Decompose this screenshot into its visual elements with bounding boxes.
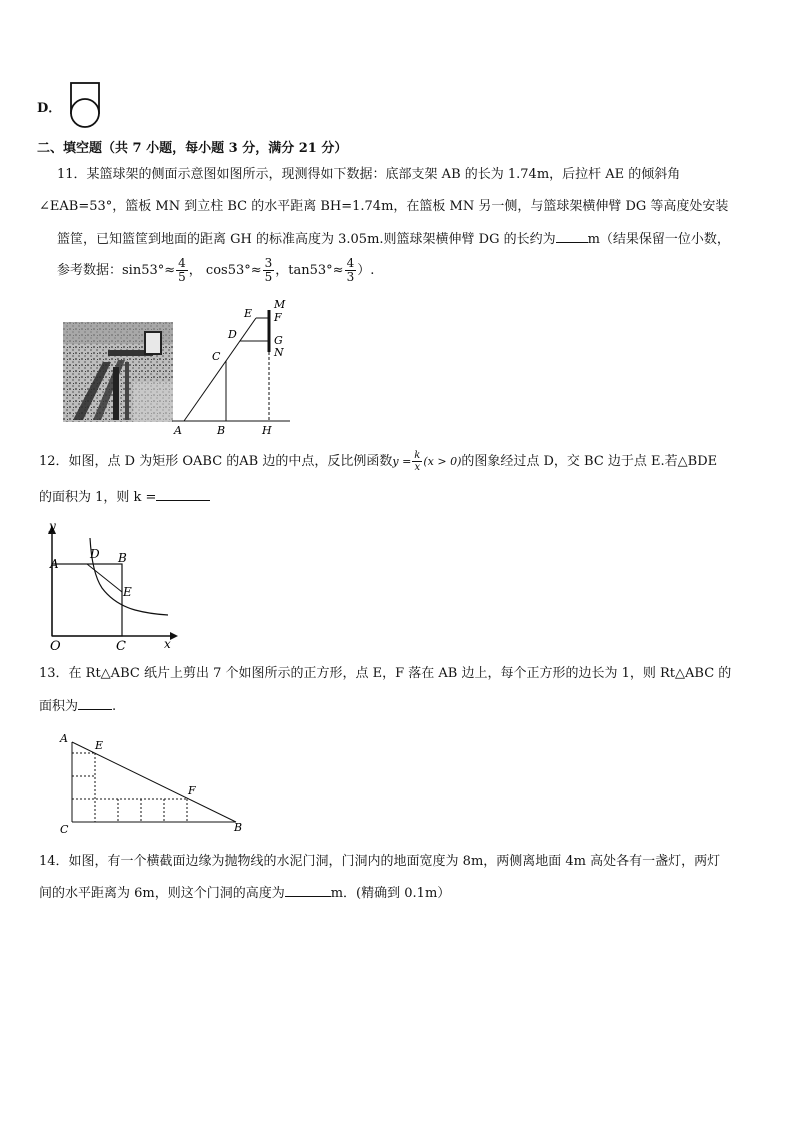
q11-figure xyxy=(168,296,298,438)
label-D: D xyxy=(90,547,100,561)
option-d-label: D． xyxy=(37,101,62,116)
q12-line2-text: 的面积为 1，则 k = xyxy=(39,490,157,505)
label-E: E xyxy=(244,307,253,320)
label-B: B xyxy=(217,424,226,437)
q11-line2: ∠EAB=53°，篮板 MN 到立柱 BC 的水平距离 BH=1.74m，在篮板 MN 另一侧，与篮球架横伸臂 DG 等高度处安装 xyxy=(39,199,729,214)
q13-answer-blank[interactable] xyxy=(78,697,112,710)
q14-line2-text: 间的水平距离为 6m，则这个门洞的高度为 xyxy=(39,886,285,901)
q13-line2-text: 面积为 xyxy=(39,699,79,714)
tan-fraction: $\frac{4}{3}$ xyxy=(346,256,355,284)
cos-label: ， cos53°≈ xyxy=(188,263,262,278)
label-E: E xyxy=(95,739,104,752)
label-A: A xyxy=(60,732,68,745)
func-condition: (x > 0) xyxy=(423,455,462,468)
axis-x-label: x xyxy=(164,637,171,651)
q11-line3-tail: m（结果保留一位小数， xyxy=(587,232,730,247)
q13-line1: 13．在 Rt△ABC 纸片上剪出 7 个如图所示的正方形，点 E，F 落在 AB 边上，每个正方形的边长为 1，则 Rt△ABC 的 xyxy=(39,666,732,681)
label-C: C xyxy=(116,639,126,652)
label-B: B xyxy=(234,821,243,834)
axis-y-label: y xyxy=(49,519,56,533)
q11-answer-blank[interactable] xyxy=(556,230,588,243)
q13-line2-tail: . xyxy=(112,699,117,714)
label-E: E xyxy=(123,585,132,599)
q11-line1: 11．某篮球架的侧面示意图如图所示，现测得如下数据：底部支架 AB 的长为 1.74m，后拉杆 AE 的倾斜角 xyxy=(57,167,681,182)
q14-line2 xyxy=(39,884,450,903)
section-title: 二、填空题（共 7 小题，每小题 3 分，满分 21 分） xyxy=(37,141,348,156)
label-B: B xyxy=(118,551,127,565)
ref-prefix: 参考数据：sin53°≈ xyxy=(57,263,176,278)
label-N: N xyxy=(274,346,284,359)
label-D: D xyxy=(228,328,237,341)
basketball-stand-photo xyxy=(63,322,173,422)
q11-reference xyxy=(57,256,374,286)
q14-answer-blank[interactable] xyxy=(285,884,331,897)
func-y: y = xyxy=(392,455,412,468)
q11-line3-text: 篮筐，已知篮筐到地面的距离 GH 的标准高度为 3.05m.则篮球架横伸臂 DG 的长约为 xyxy=(57,232,556,247)
cos-fraction: $\frac{3}{5}$ xyxy=(264,256,273,284)
label-C: C xyxy=(60,823,69,836)
label-A: A xyxy=(174,424,182,437)
func-fraction: $\frac{k}{x}$ xyxy=(414,450,421,473)
q12-answer-blank[interactable] xyxy=(156,488,210,501)
q12-figure xyxy=(40,518,180,652)
tan-label: ，tan53°≈ xyxy=(275,263,344,278)
q12-line2 xyxy=(39,488,210,507)
q11-line3 xyxy=(57,230,730,249)
label-C: C xyxy=(212,350,221,363)
label-M: M xyxy=(274,298,286,311)
label-O: O xyxy=(50,639,61,652)
q13-line2 xyxy=(39,697,116,716)
option-d-figure xyxy=(68,80,104,132)
label-A: A xyxy=(50,557,59,571)
q12-text-b: 的图象经过点 D，交 BC 边于点 E.若△BDE xyxy=(461,454,718,469)
ref-suffix: ）. xyxy=(357,263,375,278)
label-F: F xyxy=(274,311,282,324)
q12-line1 xyxy=(39,448,717,476)
label-H: H xyxy=(262,424,272,437)
q14-line1: 14．如图，有一个横截面边缘为抛物线的水泥门洞，门洞内的地面宽度为 8m，两侧离地面 4m 高处各有一盏灯，两灯 xyxy=(39,854,721,869)
q12-text-a: 12．如图，点 D 为矩形 OABC 的AB 边的中点，反比例函数 xyxy=(39,454,393,469)
label-G: G xyxy=(274,334,283,347)
label-F: F xyxy=(188,784,196,797)
q14-line2-tail: m．(精确到 0.1m） xyxy=(330,886,451,901)
q13-figure xyxy=(56,730,252,838)
sin-fraction: $\frac{4}{5}$ xyxy=(178,256,186,284)
